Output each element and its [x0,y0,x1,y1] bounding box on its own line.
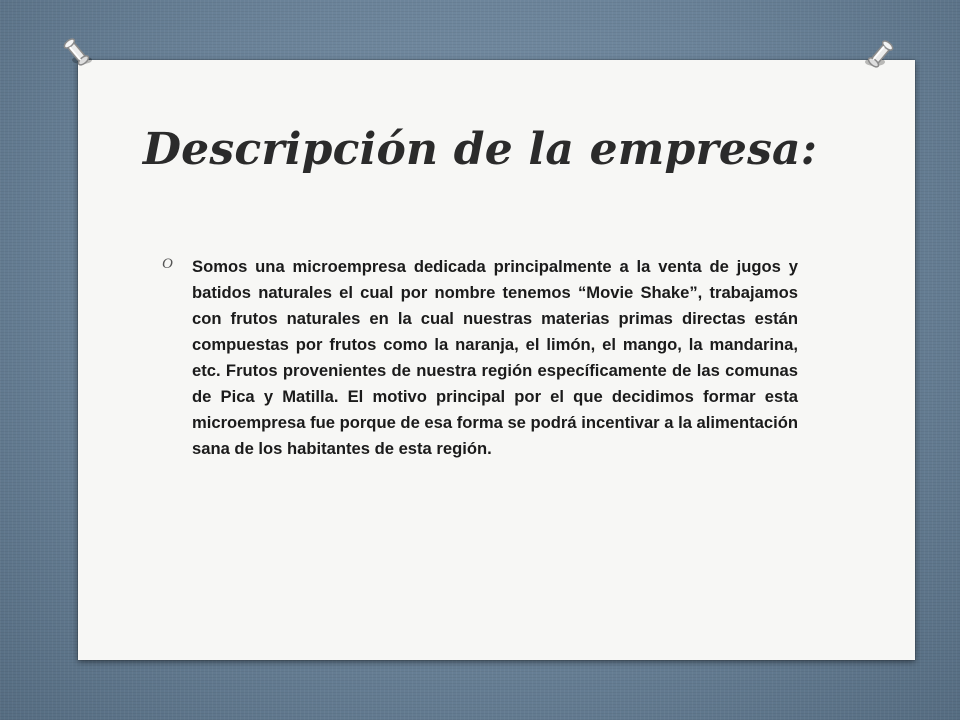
right-pin-icon [857,36,899,78]
bullet-marker-icon: O [162,256,173,272]
slide-body [162,254,798,462]
bullet-item [162,254,798,462]
slide-title: Descripción de la empresa: [142,124,818,175]
bullet-text: Somos una microempresa dedicada principalmente a la venta de jugos y batidos naturales el cual por nombre tenemos “Movie Shake”, trabajamos con frutos naturales en la cual nuestras materias primas directas están compuestas por frutos como la naranja, el limón, el mango, la mandarina, etc. Frutos provenientes de nuestra región específicamente de las comunas de Pica y Matilla. El motivo principal por el que decidimos formar esta microempresa fue porque de esa forma se podrá incentivar a la alimentación sana de los habitantes de esta región. [192,257,798,458]
left-pin-icon [58,34,100,76]
